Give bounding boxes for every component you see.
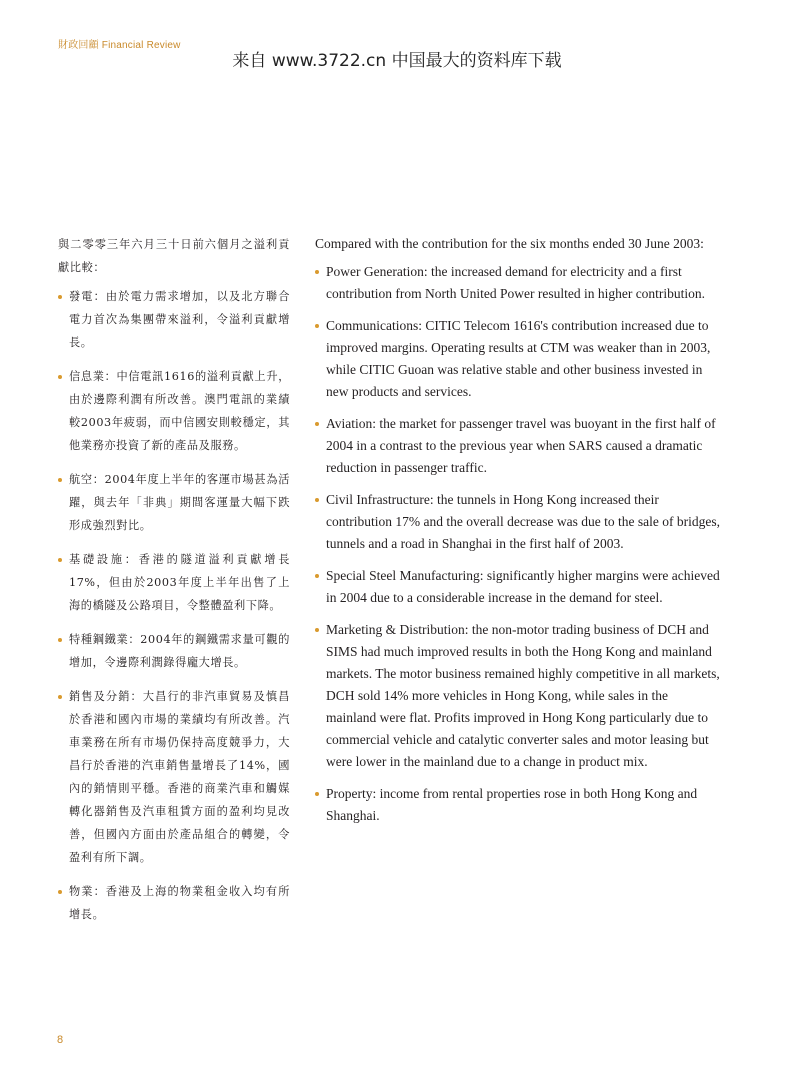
bullet-dot-icon xyxy=(315,422,319,426)
english-bullet-text: Civil Infrastructure: the tunnels in Hong Kong increased their contribution 17% and the overall decrease was due to the sale of bridges, tunnels and a road in Shanghai in the first half of 2003. xyxy=(326,492,720,551)
english-bullet-property xyxy=(315,783,720,827)
bullet-dot-icon xyxy=(315,324,319,328)
english-bullet-aviation xyxy=(315,413,720,479)
bullet-dot-icon xyxy=(58,478,62,482)
chinese-intro: 與二零零三年六月三十日前六個月之溢利貢獻比較： xyxy=(58,238,290,274)
bullet-dot-icon xyxy=(58,375,62,379)
chinese-bullet-text: 銷售及分銷：大昌行的非汽車貿易及慎昌於香港和國內市場的業績均有所改善。汽車業務在所有市場仍保持高度競爭力，大昌行於香港的汽車銷售量增長了14%，國內的銷情則平穩。香港的商業汽車和觸媒轉化器銷售及汽車租賃方面的盈利均見改善，但國內方面由於產品組合的轉變，令盈利有所下調。 xyxy=(69,690,290,864)
chinese-bullet-list xyxy=(58,285,290,926)
english-bullet-text: Communications: CITIC Telecom 1616's contribution increased due to improved margins. Operating results at CTM was weaker than in 2003, while CITIC Guoan was relative stable and other business invested in new products and services. xyxy=(326,318,711,399)
bullet-dot-icon xyxy=(315,628,319,632)
english-bullet-text: Aviation: the market for passenger travel was buoyant in the first half of 2004 in a contrast to the previous year when SARS caused a dramatic reduction in passenger traffic. xyxy=(326,416,716,475)
chinese-bullet-property xyxy=(58,880,290,926)
bullet-dot-icon xyxy=(58,890,62,894)
english-bullet-list xyxy=(315,261,720,827)
chinese-bullet-text: 航空：2004年度上半年的客運市場甚為活躍，與去年「非典」期間客運量大幅下跌形成強烈對比。 xyxy=(69,473,290,532)
english-bullet-power xyxy=(315,261,720,305)
english-bullet-text: Power Generation: the increased demand for electricity and a first contribution from North United Power resulted in higher contribution. xyxy=(326,264,706,301)
english-bullet-steel xyxy=(315,565,720,609)
bullet-dot-icon xyxy=(58,638,62,642)
english-bullet-text: Special Steel Manufacturing: significantly higher margins were achieved in 2004 due to a considerable increase in the demand for steel. xyxy=(326,568,720,605)
english-bullet-marketing xyxy=(315,619,720,773)
english-bullet-text: Property: income from rental properties rose in both Hong Kong and Shanghai. xyxy=(326,786,698,823)
chinese-bullet-text: 特種鋼鐵業：2004年的鋼鐵需求量可觀的增加，令邊際利潤錄得龐大增長。 xyxy=(69,633,290,669)
chinese-bullet-text: 信息業：中信電訊1616的溢利貢獻上升，由於邊際利潤有所改善。澳門電訊的業績較2003年疲弱，而中信國安則較穩定，其他業務亦投資了新的產品及服務。 xyxy=(69,370,290,452)
english-bullet-communications xyxy=(315,315,720,403)
page-number: 8 xyxy=(57,1034,64,1046)
section-header: 財政回顧 Financial Review xyxy=(58,40,181,51)
bullet-dot-icon xyxy=(315,792,319,796)
bullet-dot-icon xyxy=(58,295,62,299)
chinese-column xyxy=(58,233,290,937)
chinese-bullet-steel xyxy=(58,628,290,674)
chinese-bullet-infrastructure xyxy=(58,548,290,617)
chinese-bullet-marketing xyxy=(58,685,290,869)
english-bullet-text: Marketing & Distribution: the non-motor trading business of DCH and SIMS had much improved results in both the Hong Kong and mainland markets. The motor business remained highly competitive in all markets, DCH sold 14% more vehicles in Hong Kong, while sales in the mainland were flat. Profits improved in Hong Kong particularly due to commercial vehicle and catalytic converter sales and motor leasing but were lower in the mainland due to a change in product mix. xyxy=(326,622,720,769)
chinese-bullet-aviation xyxy=(58,468,290,537)
bullet-dot-icon xyxy=(315,574,319,578)
bullet-dot-icon xyxy=(315,498,319,502)
english-bullet-infrastructure xyxy=(315,489,720,555)
chinese-bullet-power xyxy=(58,285,290,354)
chinese-bullet-text: 發電：由於電力需求增加，以及北方聯合電力首次為集團帶來溢利，令溢利貢獻增長。 xyxy=(69,290,290,349)
bullet-dot-icon xyxy=(58,558,62,562)
chinese-bullet-text: 物業：香港及上海的物業租金收入均有所增長。 xyxy=(69,885,290,921)
bullet-dot-icon xyxy=(315,270,319,274)
bullet-dot-icon xyxy=(58,695,62,699)
chinese-bullet-text: 基礎設施：香港的隧道溢利貢獻增長17%，但由於2003年度上半年出售了上海的橋隧及公路項目，令整體盈利下降。 xyxy=(69,553,290,612)
watermark-text: 来自 www.3722.cn 中国最大的资料库下载 xyxy=(232,51,562,71)
english-intro: Compared with the contribution for the six months ended 30 June 2003: xyxy=(315,236,704,251)
english-column xyxy=(315,233,720,837)
chinese-bullet-communications xyxy=(58,365,290,457)
